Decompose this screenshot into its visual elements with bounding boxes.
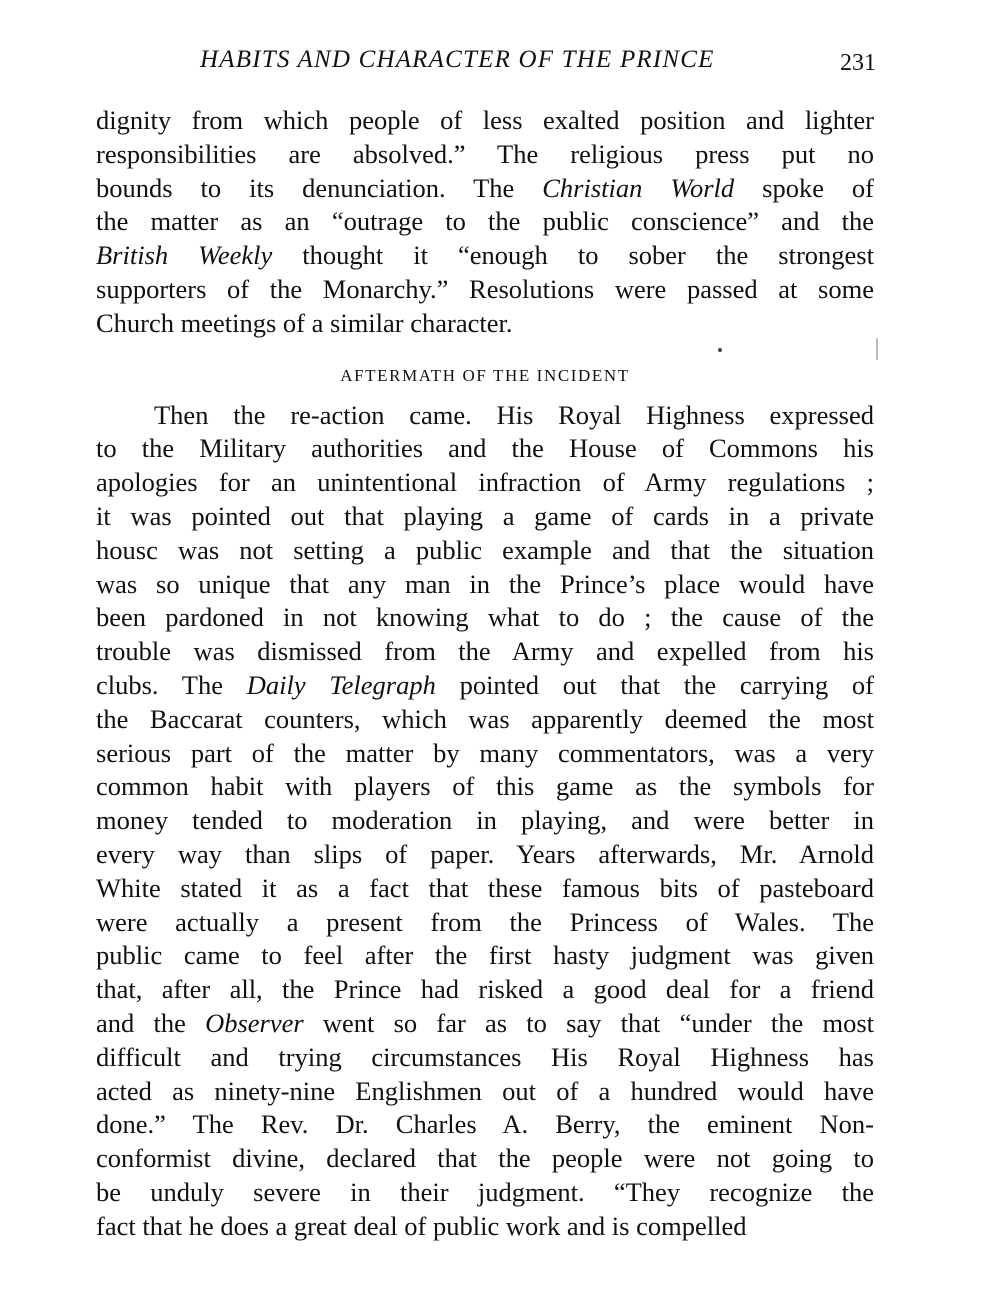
italic-title: Observer [205, 1007, 304, 1038]
text-segment: been pardoned in not knowing what to do ; the cause of the [96, 602, 874, 633]
text-segment: public came to feel after the first hasty judgment was given [96, 940, 874, 971]
text-line [96, 737, 874, 771]
italic-title: Daily Telegraph [246, 669, 436, 700]
running-head [96, 46, 876, 82]
text-line [96, 838, 874, 872]
text-segment: and the [96, 1007, 206, 1038]
text-segment: responsibilities are absolved.” The religious press put no [96, 138, 874, 169]
text-segment: difficult and trying circumstances His Royal Highness has [96, 1041, 874, 1072]
text-segment: went so far as to say that “under the most [303, 1007, 875, 1038]
text-line [96, 239, 874, 273]
page-number: 231 [840, 50, 876, 76]
scan-speck [876, 338, 878, 360]
text-line [96, 1108, 874, 1142]
text-line [96, 104, 874, 138]
text-line [96, 273, 874, 307]
text-segment: dignity from which people of less exalted position and lighter [96, 105, 874, 135]
paragraph [96, 399, 874, 1244]
text-segment: bounds to its denunciation. The [96, 172, 543, 203]
text-line [96, 601, 874, 635]
text-segment: money tended to moderation in playing, and were better in [96, 805, 874, 836]
text-segment: thought it “enough to sober the strongest [272, 240, 874, 271]
text-segment: clubs. The [96, 669, 247, 700]
text-line [96, 669, 874, 703]
italic-title: Christian World [542, 172, 735, 203]
text-line [96, 635, 874, 669]
text-segment: that, after all, the Prince had risked a good deal for a friend [96, 974, 874, 1005]
text-line [96, 432, 874, 466]
text-line [96, 172, 874, 206]
text-segment: every way than slips of paper. Years afterwards, Mr. Arnold [96, 838, 874, 869]
text-segment: the Baccarat counters, which was apparently deemed the most [96, 703, 874, 734]
text-segment: it was pointed out that playing a game of cards in a private [96, 500, 874, 531]
text-segment: trouble was dismissed from the Army and expelled from his [96, 636, 874, 667]
text-line [96, 399, 874, 433]
text-line [96, 1210, 874, 1244]
text-line [96, 568, 874, 602]
text-segment: the matter as an “outrage to the public conscience” and the [96, 206, 874, 237]
text-line [96, 1041, 874, 1075]
text-segment: housc was not setting a public example and that the situation [96, 534, 874, 565]
text-line [96, 1176, 874, 1210]
text-line [96, 703, 874, 737]
text-line [96, 307, 874, 341]
text-segment: pointed out that the carrying of [435, 669, 874, 700]
text-segment: to the Military authorities and the House of Commons his [96, 433, 874, 464]
text-segment: spoke of [734, 172, 874, 203]
scan-speck [718, 348, 722, 352]
text-line [96, 906, 874, 940]
text-segment: conformist divine, declared that the people were not going to [96, 1143, 874, 1174]
text-segment: common habit with players of this game as the symbols for [96, 771, 874, 802]
text-line [96, 804, 874, 838]
running-title: HABITS AND CHARACTER OF THE PRINCE [200, 46, 715, 73]
text-line [96, 1075, 874, 1109]
text-segment: serious part of the matter by many commentators, was a very [96, 737, 874, 768]
text-segment: fact that he does a great deal of public work and is compelled [96, 1210, 747, 1241]
text-line [96, 1007, 874, 1041]
text-segment: White stated it as a fact that these famous bits of pasteboard [96, 872, 874, 903]
italic-title: British Weekly [96, 240, 273, 271]
text-segment: Then the re-action came. His Royal Highness expressed [154, 399, 874, 430]
text-segment: apologies for an unintentional infraction of Army regulations ; [96, 467, 874, 498]
text-line [96, 534, 874, 568]
text-line [96, 872, 874, 906]
text-segment: be unduly severe in their judgment. “They recognize the [96, 1176, 874, 1207]
text-segment: done.” The Rev. Dr. Charles A. Berry, the eminent Non- [96, 1109, 874, 1140]
text-segment: acted as ninety-nine Englishmen out of a hundred would have [96, 1075, 874, 1106]
text-line [96, 1142, 874, 1176]
text-segment: supporters of the Monarchy.” Resolutions were passed at some [96, 273, 874, 304]
text-segment: were actually a present from the Princess of Wales. The [96, 906, 874, 937]
text-line [96, 770, 874, 804]
paragraph [96, 104, 874, 341]
text-line [96, 205, 874, 239]
text-segment: was so unique that any man in the Prince’s place would have [96, 568, 874, 599]
body-text [96, 104, 874, 1244]
text-segment: Church meetings of a similar character. [96, 307, 513, 338]
text-line [96, 500, 874, 534]
section-heading: AFTERMATH OF THE INCIDENT [340, 365, 630, 385]
text-line [96, 466, 874, 500]
text-line [96, 973, 874, 1007]
text-line [96, 939, 874, 973]
text-line [96, 138, 874, 172]
